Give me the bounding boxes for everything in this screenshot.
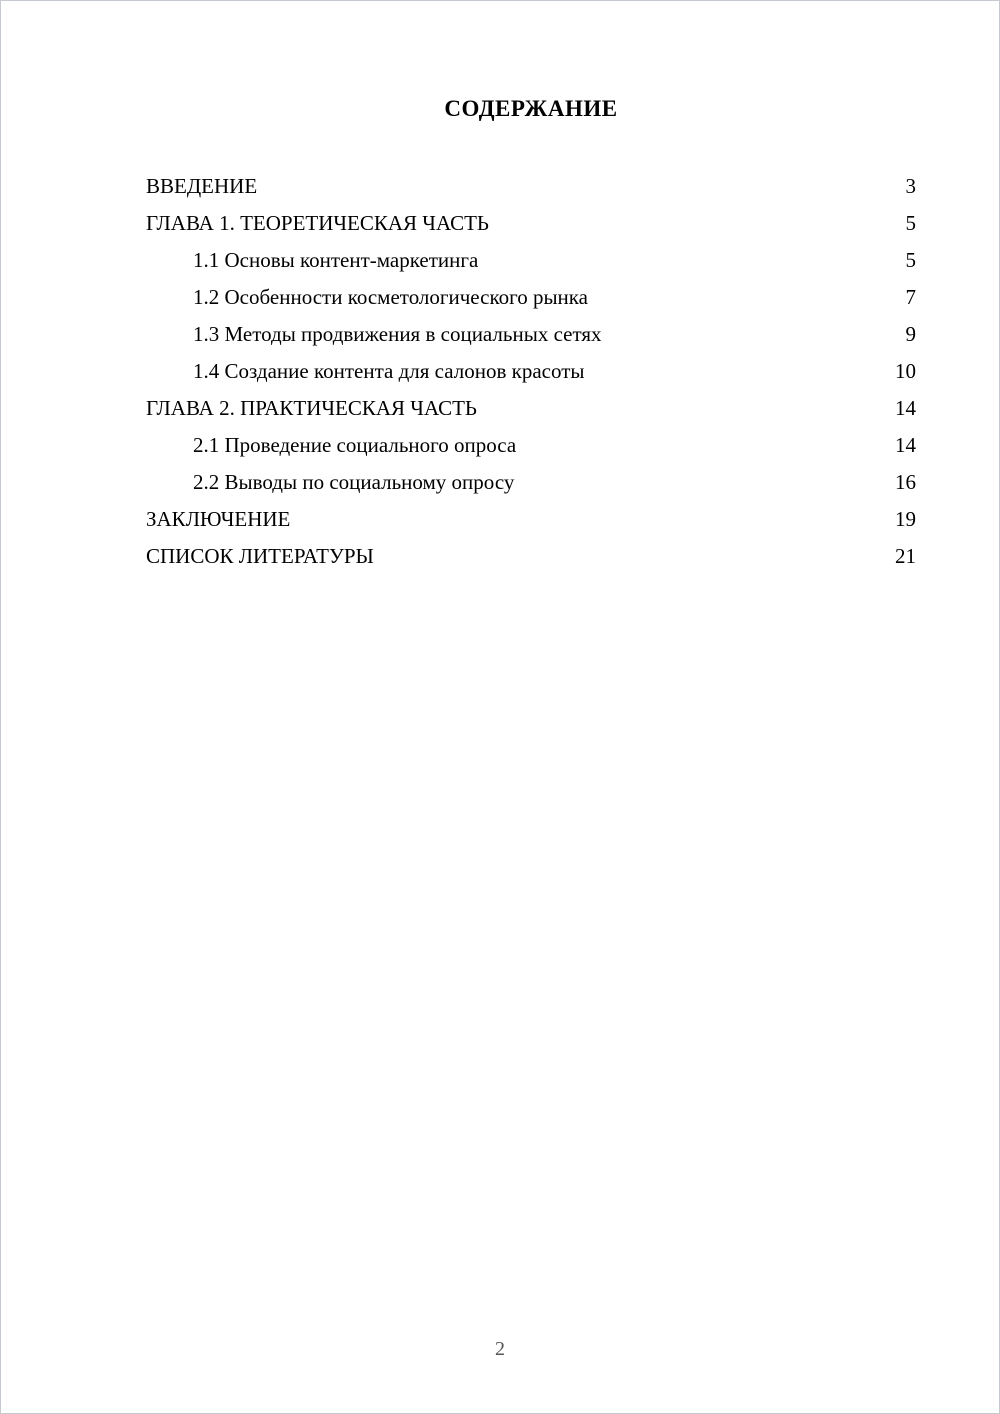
toc-entry-page: 9	[905, 322, 916, 346]
toc-entry-page: 5	[905, 248, 916, 272]
toc-entry-label: 1.1 Основы контент-маркетинга	[193, 248, 479, 272]
page-number: 2	[495, 1338, 505, 1360]
toc-entry	[146, 168, 916, 205]
toc-entry-label: 2.1 Проведение социального опроса	[193, 433, 517, 457]
page-content	[146, 1, 916, 575]
toc-list	[146, 168, 916, 575]
toc-entry-label: СПИСОК ЛИТЕРАТУРЫ	[146, 544, 374, 568]
toc-entry-label: ВВЕДЕНИЕ	[146, 174, 258, 198]
toc-entry-label: ЗАКЛЮЧЕНИЕ	[146, 507, 291, 531]
toc-entry	[146, 501, 916, 538]
toc-entry-label: ГЛАВА 2. ПРАКТИЧЕСКАЯ ЧАСТЬ	[146, 396, 477, 420]
toc-entry-page: 16	[895, 470, 916, 494]
toc-entry	[146, 316, 916, 353]
toc-entry-label: 1.2 Особенности косметологического рынка	[193, 285, 589, 309]
toc-entry	[146, 390, 916, 427]
toc-entry	[146, 242, 916, 279]
toc-entry-label: 1.3 Методы продвижения в социальных сетях	[193, 322, 602, 346]
toc-entry	[146, 279, 916, 316]
toc-entry-page: 5	[905, 211, 916, 235]
toc-entry	[146, 538, 916, 575]
toc-entry	[146, 353, 916, 390]
toc-entry-page: 14	[895, 433, 916, 457]
toc-entry-page: 21	[895, 544, 916, 568]
toc-entry-page: 3	[905, 174, 916, 198]
toc-entry-label: 1.4 Создание контента для салонов красоты	[193, 359, 585, 383]
page-title: СОДЕРЖАНИЕ	[444, 96, 618, 121]
toc-entry	[146, 427, 916, 464]
toc-entry-label: 2.2 Выводы по социальному опросу	[193, 470, 515, 494]
toc-entry-label: ГЛАВА 1. ТЕОРЕТИЧЕСКАЯ ЧАСТЬ	[146, 211, 489, 235]
toc-entry-page: 10	[895, 359, 916, 383]
toc-entry-page: 7	[905, 285, 916, 309]
toc-entry-page: 19	[895, 507, 916, 531]
toc-entry	[146, 464, 916, 501]
toc-entry-page: 14	[895, 396, 916, 420]
toc-entry	[146, 205, 916, 242]
